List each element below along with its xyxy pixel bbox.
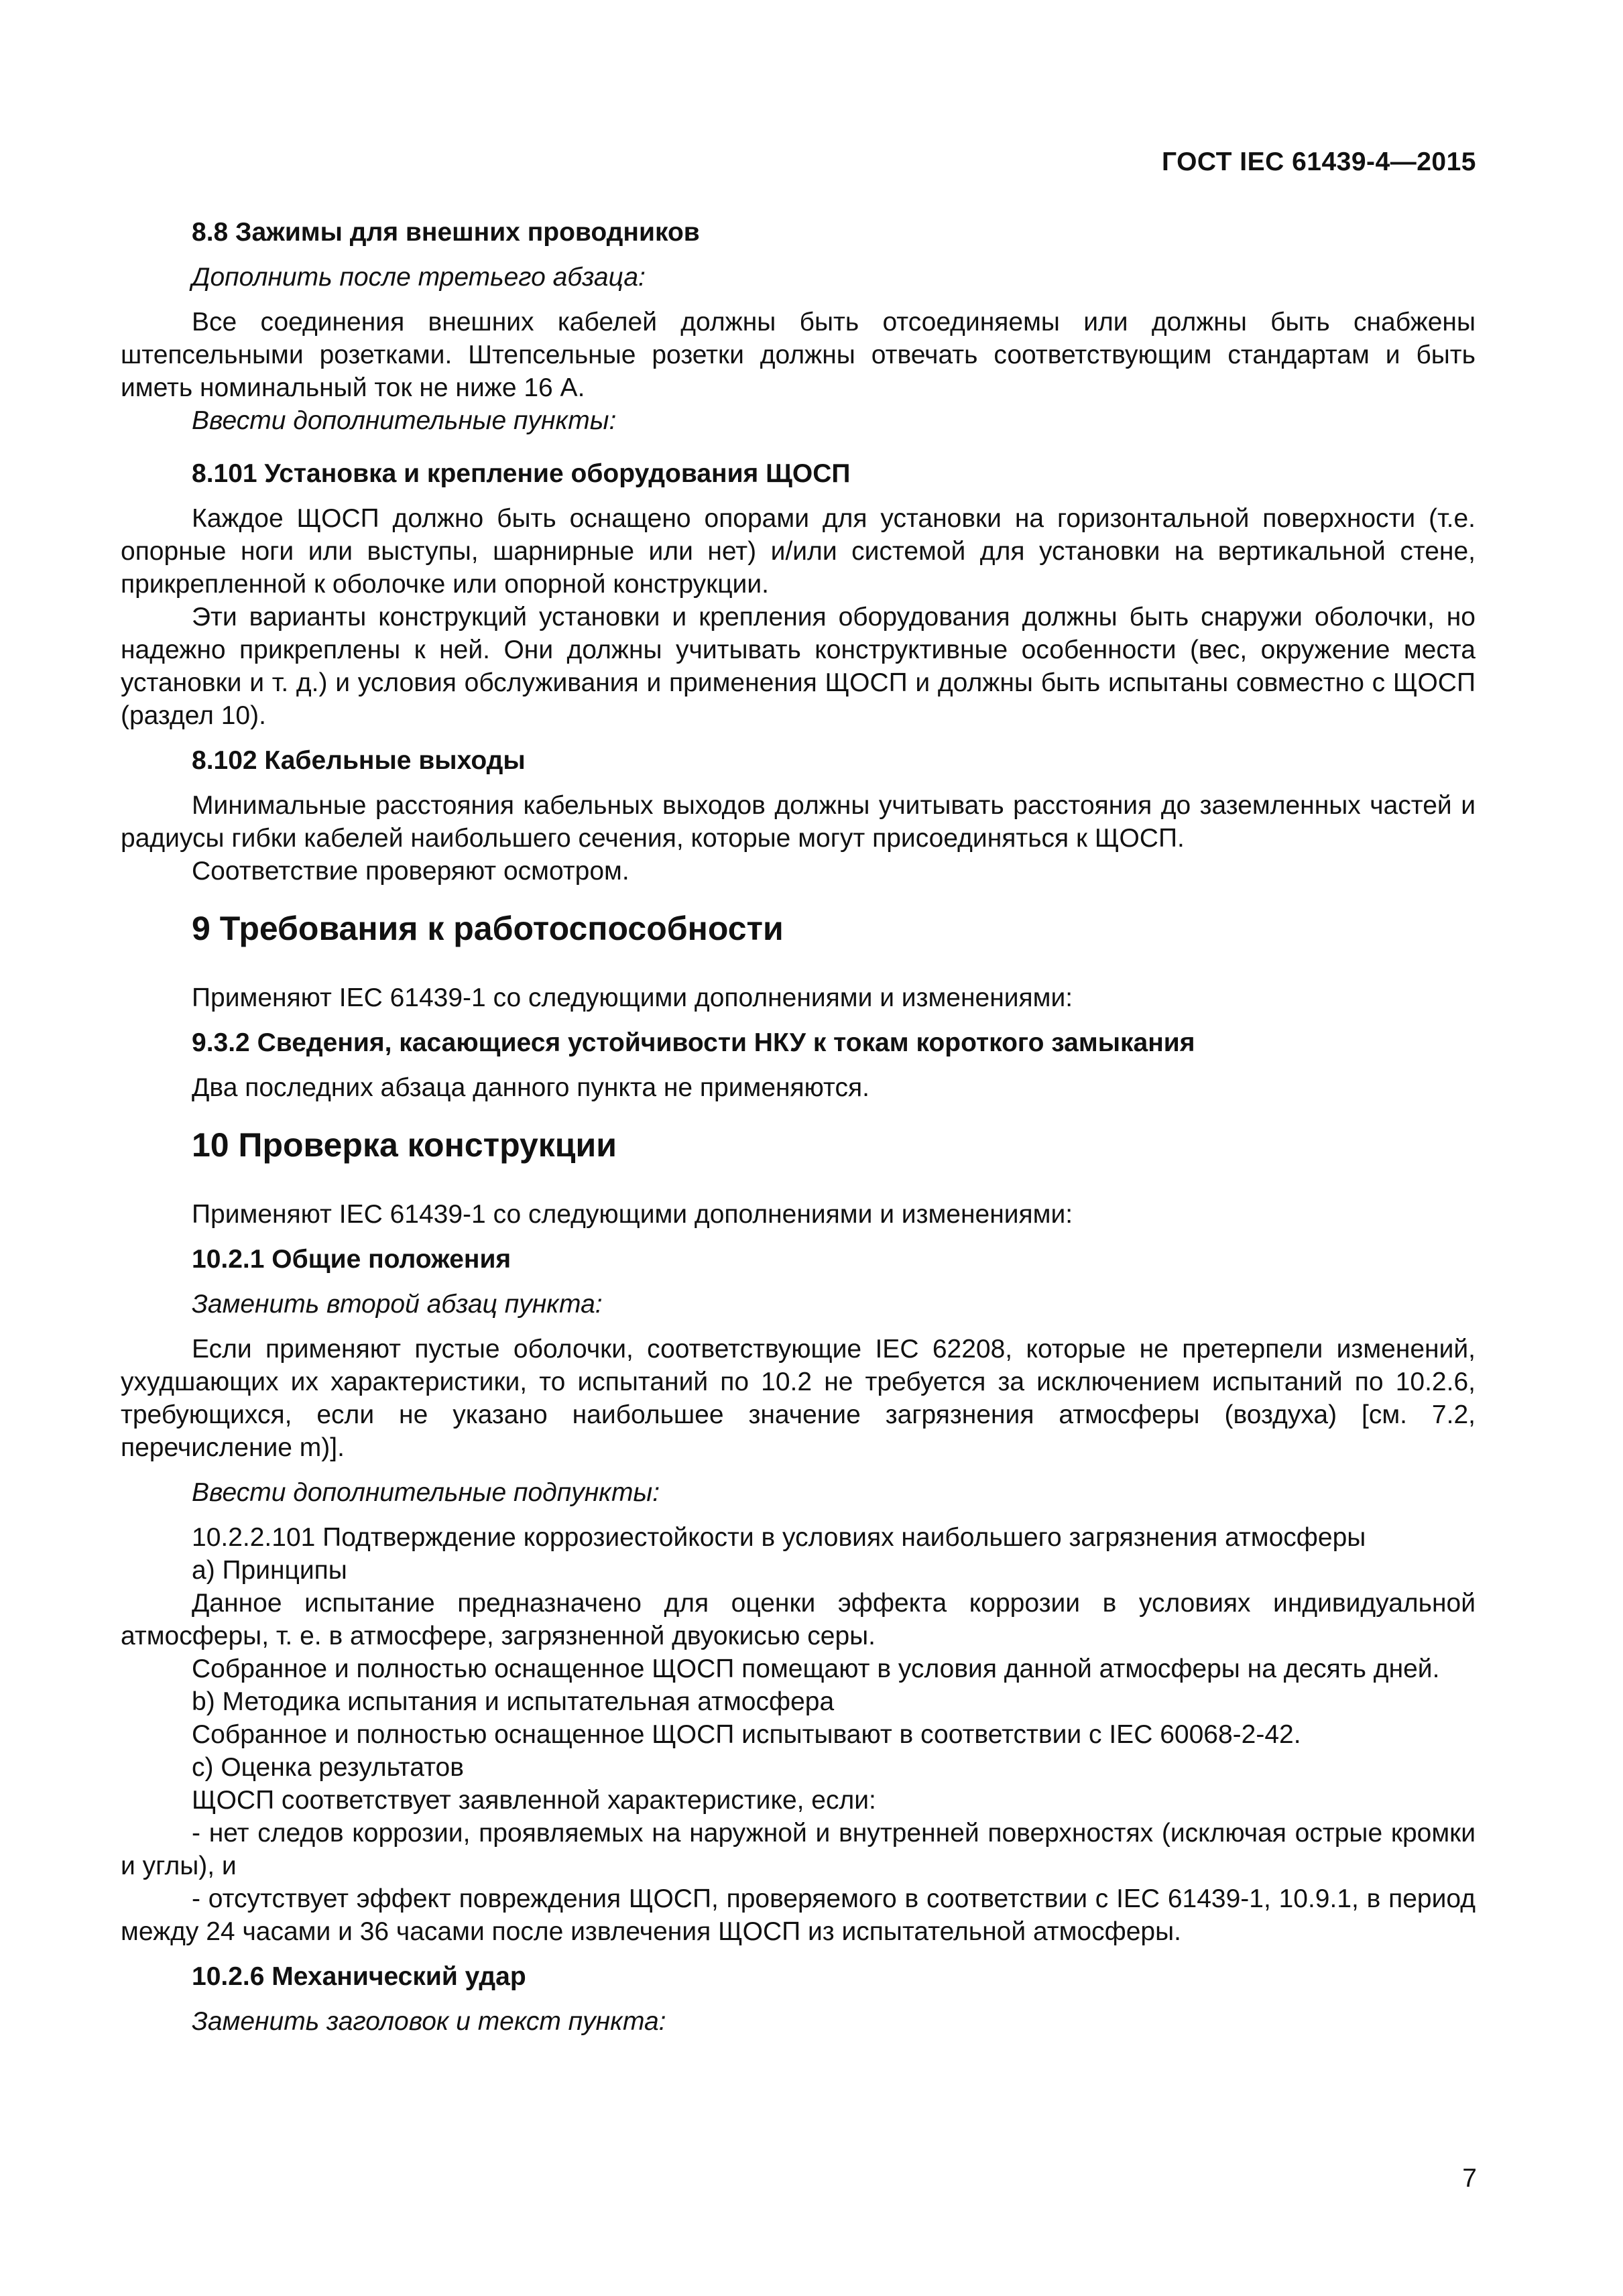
section-10-2-1-instruction-2: Ввести дополнительные подпункты: [192, 1478, 660, 1507]
paragraph-criterion-2: - отсутствует эффект повреждения ЩОСП, проверяемого в соответствии с IEC 61439-1, 10.9.1, в период между 24 часами и 36 часами после извлечения ЩОСП из испытательной атмосферы. [121, 1884, 1476, 1946]
page-content [121, 216, 1476, 2038]
section-8-101-title: 8.101 Установка и крепление оборудования ЩОСП [192, 459, 851, 488]
document-code: ГОСТ IEC 61439-4—2015 [1161, 147, 1476, 176]
paragraph-evaluation-heading: с) Оценка результатов [192, 1753, 464, 1782]
paragraph-principles-text: Данное испытание предназначено для оценки эффекта коррозии в условиях индивидуальной атмосферы, т. е. в атмосфере, загрязненной двуокисью серы. [121, 1589, 1476, 1650]
section-9-paragraph: Применяют IEC 61439-1 со следующими дополнениями и изменениями: [192, 983, 1073, 1012]
section-10-2-1-title: 10.2.1 Общие положения [192, 1245, 512, 1274]
section-10-2-1-paragraph: Если применяют пустые оболочки, соответствующие IEC 62208, которые не претерпели изменений, ухудшающих их характеристики, то испытаний по 10.2 не требуется за исключением испытаний по 10.2.6, требующихся, если не указано наибольшее значение загрязнения атмосферы (воздуха) [см. 7.2, перечисление m)]. [121, 1335, 1476, 1462]
section-8-8-title: 8.8 Зажимы для внешних проводников [192, 218, 700, 247]
section-8-8-paragraph: Все соединения внешних кабелей должны быть отсоединяемы или должны быть снабжены штепсельными розетками. Штепсельные розетки должны отвечать соответствующим стандартам и быть иметь номинальный ток не ниже 16 А. [121, 308, 1476, 402]
paragraph-criterion-1: - нет следов коррозии, проявляемых на наружной и внутренней поверхностях (исключая острые кромки и углы), и [121, 1819, 1476, 1880]
section-10-2-1-instruction: Заменить второй абзац пункта: [192, 1290, 603, 1319]
paragraph-method-text: Собранное и полностью оснащенное ЩОСП испытывают в соответствии с IEC 60068-2-42. [192, 1720, 1301, 1749]
section-8-102-title: 8.102 Кабельные выходы [192, 746, 526, 775]
section-10-paragraph: Применяют IEC 61439-1 со следующими дополнениями и изменениями: [192, 1200, 1073, 1229]
paragraph-10-2-2-101-title: 10.2.2.101 Подтверждение коррозиестойкости в условиях наибольшего загрязнения атмосферы [192, 1523, 1366, 1552]
section-10-2-6-title: 10.2.6 Механический удар [192, 1962, 526, 1991]
paragraph-evaluation-text: ЩОСП соответствует заявленной характеристике, если: [192, 1786, 876, 1815]
section-8-101-paragraph-2: Эти варианты конструкций установки и крепления оборудования должны быть снаружи оболочки, но надежно прикреплены к ней. Они должны учитывать конструктивные особенности (вес, окружение места установки и т. д.) и условия обслуживания и применения ЩОСП и должны быть испытаны совместно с ЩОСП (раздел 10). [121, 603, 1476, 730]
section-8-102-paragraph-1: Минимальные расстояния кабельных выходов должны учитывать расстояния до заземленных частей и радиусы гибки кабелей наибольшего сечения, которые могут присоединяться к ЩОСП. [121, 791, 1476, 853]
section-8-102-paragraph-2: Соответствие проверяют осмотром. [192, 857, 629, 886]
section-8-101-paragraph-1: Каждое ЩОСП должно быть оснащено опорами для установки на горизонтальной поверхности (т.е. опорные ноги или выступы, шарнирные или нет) и/или системой для установки на вертикальной стене, прикрепленной к оболочке или опорной конструкции. [121, 504, 1476, 599]
section-9-3-2-paragraph: Два последних абзаца данного пункта не применяются. [192, 1073, 869, 1102]
paragraph-method-heading: b) Методика испытания и испытательная атмосфера [192, 1687, 835, 1716]
section-10-2-6-instruction: Заменить заголовок и текст пункта: [192, 2007, 666, 2036]
section-10-title: 10 Проверка конструкции [192, 1126, 617, 1164]
paragraph-placement-text: Собранное и полностью оснащенное ЩОСП помещают в условия данной атмосферы на десять дней. [192, 1654, 1440, 1683]
paragraph-principles-heading: а) Принципы [192, 1556, 347, 1585]
section-9-title: 9 Требования к работоспособности [192, 910, 784, 947]
section-8-8-instruction: Дополнить после третьего абзаца: [192, 263, 646, 292]
page-number: 7 [1462, 2164, 1477, 2193]
section-9-3-2-title: 9.3.2 Сведения, касающиеся устойчивости НКУ к токам короткого замыкания [192, 1028, 1195, 1057]
section-8-8-instruction-2: Ввести дополнительные пункты: [192, 406, 617, 435]
